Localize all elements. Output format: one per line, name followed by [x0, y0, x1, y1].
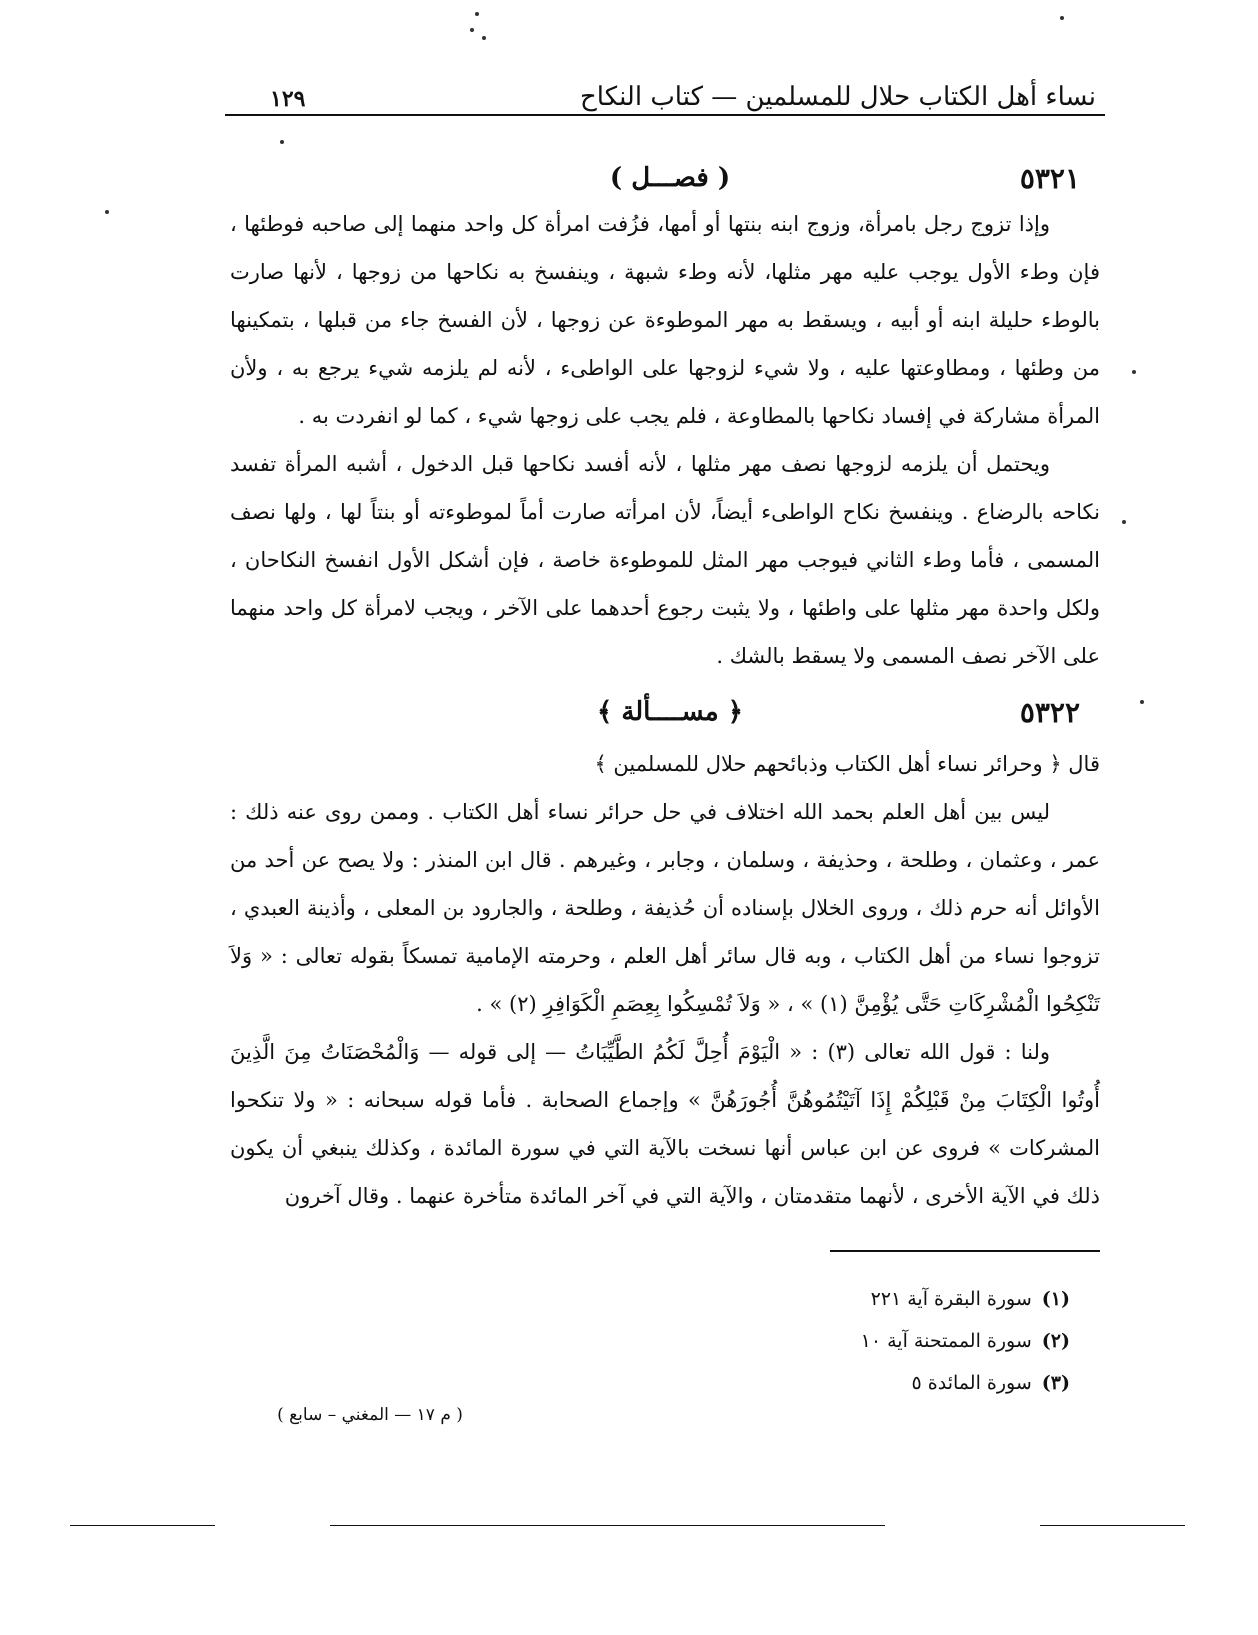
scan-speck: [470, 28, 474, 32]
footnotes: [780, 1278, 1070, 1404]
printer-signature: ( م ١٧ — المغني – سابع ): [277, 1405, 463, 1425]
bottom-rule-left: [70, 1525, 215, 1526]
scan-speck: [482, 36, 486, 40]
footnote-item: [780, 1362, 1070, 1404]
page-number: ١٢٩: [270, 86, 306, 112]
section-heading-5321: [230, 156, 1110, 200]
section-title: ﴿ مســــألة ﴾: [597, 697, 743, 727]
footnote-item: [780, 1320, 1070, 1362]
section-body-5322: [230, 740, 1100, 1220]
section-number: ٥٣٢٢: [1019, 695, 1080, 729]
footnote-number: (١): [1041, 1288, 1070, 1310]
bottom-rule-center: [330, 1525, 885, 1526]
scan-speck: [105, 210, 109, 214]
section-heading-5322: [230, 690, 1110, 734]
section-title: ( فصـــل ): [609, 163, 731, 193]
scan-speck: [280, 140, 284, 144]
section-body-5321: [230, 200, 1100, 680]
footnote-item: [780, 1278, 1070, 1320]
bottom-rule-right: [1040, 1525, 1185, 1526]
footnote-rule: [830, 1250, 1100, 1252]
header-rule: [225, 114, 1105, 116]
scan-speck: [1060, 16, 1064, 20]
scan-speck: [475, 12, 479, 16]
running-header: [230, 62, 1110, 112]
footnote-text: سورة المائدة ٥: [911, 1372, 1032, 1394]
footnote-number: (٢): [1041, 1330, 1070, 1352]
paragraph: ليس بين أهل العلم بحمد الله اختلاف في حل حرائر نساء أهل الكتاب . وممن روى عنه ذلك : عمر ، وعثمان ، وطلحة ، وحذيفة ، وسلمان ، وجابر ، وغيرهم . قال ابن المنذر : ولا يصح عن أحد من الأوائل أنه حرم ذلك ، وروى الخلال بإسناده أن حُذيفة ، وطلحة ، والجارود بن المعلى ، وأذينة العبدي ، تزوجوا نساء من أهل الكتاب ، وبه قال سائر أهل العلم ، وحرمته الإمامية تمسكاً بقوله تعالى : « وَلاَ تَنْكِحُوا الْمُشْرِكَاتِ حَتَّى يُؤْمِنَّ (١) » ، « وَلاَ تُمْسِكُوا بِعِصَمِ الْكَوَافِرِ (٢) » .: [230, 800, 1100, 1016]
scan-speck: [1132, 370, 1136, 374]
paragraph: ويحتمل أن يلزمه لزوجها نصف مهر مثلها ، لأنه أفسد نكاحها قبل الدخول ، أشبه المرأة تفسد نكاحه بالرضاع . وينفسخ نكاح الواطىء أيضاً، لأن امرأته صارت أماً لموطوءته أو بنتاً لها ، ولها نصف المسمى ، فأما وطء الثاني فيوجب مهر المثل للموطوءة خاصة ، فإن أشكل الأول انفسخ النكاحان ، ولكل واحدة مهر مثلها على واطئها ، ولا يثبت رجوع أحدهما على الآخر ، ويجب لامرأة كل واحد منهما على الآخر نصف المسمى ولا يسقط بالشك .: [230, 452, 1100, 668]
footnote-text: سورة الممتحنة آية ١٠: [860, 1330, 1032, 1352]
footnote-text: سورة البقرة آية ٢٢١: [870, 1288, 1032, 1310]
footnote-number: (٣): [1041, 1372, 1070, 1394]
lead-statement: قال ﴿ وحرائر نساء أهل الكتاب وذبائحهم حلال للمسلمين ﴾: [594, 752, 1100, 776]
paragraph: وإذا تزوج رجل بامرأة، وزوج ابنه بنتها أو أمها، فزُفت امرأة كل واحد منهما إلى صاحبه فوطئها ، فإن وطء الأول يوجب عليه مهر مثلها، لأنه وطء شبهة ، وينفسخ به نكاحها من زوجها ، لأنها صارت بالوطء حليلة ابنه أو أبيه ، ويسقط به مهر الموطوءة عن زوجها ، لأن الفسخ جاء من قبلها ، بتمكينها من وطئها ، ومطاوعتها عليه ، ولا شيء لزوجها على الواطىء ، لأنه لم يلزمه شيء يرجع به ، ولأن المرأة مشاركة في إفساد نكاحها بالمطاوعة ، فلم يجب على زوجها شيء ، كما لو انفردت به .: [230, 212, 1100, 428]
paragraph: ولنا : قول الله تعالى (٣) : « الْيَوْمَ أُحِلَّ لَكُمُ الطَّيِّبَاتُ — إلى قوله — وَالْمُحْصَنَاتُ مِنَ الَّذِينَ أُوتُوا الْكِتَابَ مِنْ قَبْلِكُمْ إِذَا آتَيْتُمُوهُنَّ أُجُورَهُنَّ » وإجماع الصحابة . فأما قوله سبحانه : « ولا تنكحوا المشركات » فروى عن ابن عباس أنها نسخت بالآية التي في سورة المائدة ، وكذلك ينبغي أن يكون ذلك في الآية الأخرى ، لأنهما متقدمتان ، والآية التي في آخر المائدة متأخرة عنهما . وقال آخرون: [230, 1040, 1100, 1208]
header-title: نساء أهل الكتاب حلال للمسلمين — كتاب النكاح: [580, 82, 1096, 112]
scan-speck: [1122, 520, 1126, 524]
section-number: ٥٣٢١: [1019, 161, 1080, 195]
scan-speck: [1140, 700, 1144, 704]
